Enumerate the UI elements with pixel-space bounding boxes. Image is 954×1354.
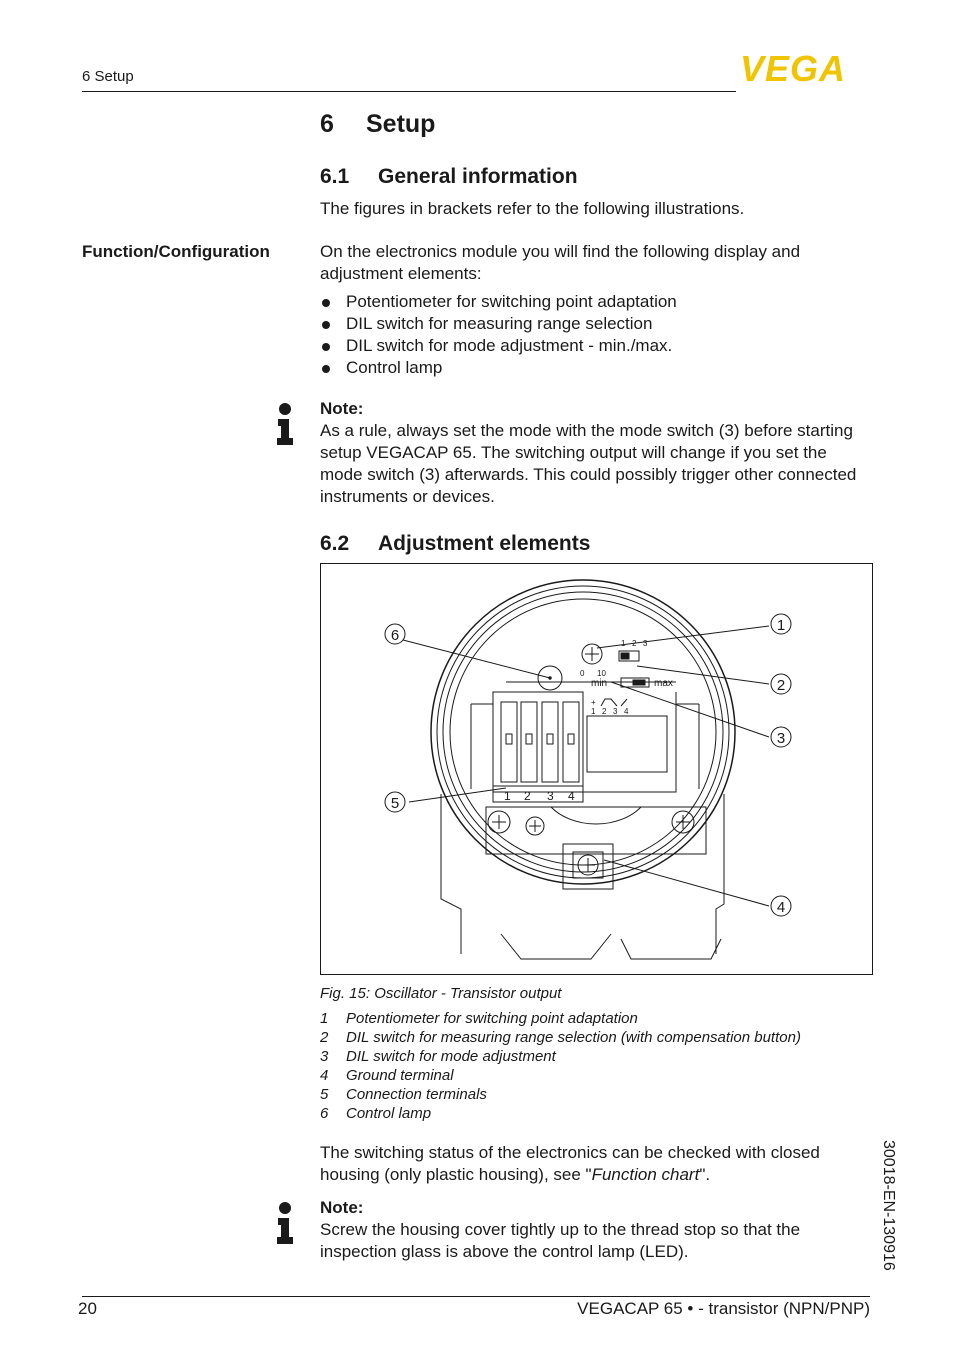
note-block-2 [320, 1197, 865, 1263]
function-paragraph: On the electronics module you will find the following display and adjustment elements: [320, 242, 801, 283]
header-rule [82, 91, 736, 92]
note-title: Note: [320, 399, 364, 418]
range-label-1: 1 [621, 639, 626, 648]
legend-item: 1 Potentiometer for switching point adaptation [320, 1010, 638, 1027]
electronics-module-illustration [321, 564, 871, 973]
side-label-function: Function/Configuration [82, 242, 270, 261]
section-heading-6-2: 6.2 Adjustment elements [320, 532, 591, 555]
legend-item: 3 DIL switch for mode adjustment [320, 1048, 556, 1065]
list-item: Control lamp [320, 357, 870, 379]
callout-1: 1 [776, 617, 786, 634]
mode-max-label: max [654, 678, 673, 689]
function-chart-reference: Function chart [591, 1165, 700, 1184]
terminal-label-1: 1 [504, 789, 511, 803]
elements-list [320, 291, 870, 379]
footer-rule [82, 1296, 870, 1297]
terminal-label-4: 4 [568, 789, 575, 803]
pot-scale-10: 10 [597, 669, 606, 678]
mode-min-label: min [591, 678, 608, 689]
legend-item: 4 Ground terminal [320, 1067, 454, 1084]
svg-text:VEGA: VEGA [740, 50, 847, 86]
list-item: DIL switch for mode adjustment - min./max. [320, 335, 870, 357]
callout-5: 5 [390, 795, 400, 812]
mini-label-1: 1 [591, 707, 596, 716]
status-paragraph: The switching status of the electronics can be checked with closed housing (only plastic housing), see "Function chart". [320, 1143, 820, 1184]
callout-6: 6 [390, 627, 400, 644]
mini-label-plus: + [591, 698, 596, 707]
range-label-2: 2 [632, 639, 637, 648]
mini-label-2: 2 [602, 707, 607, 716]
document-code: 30018-EN-130916 [880, 1140, 897, 1271]
note-title: Note: [320, 1198, 364, 1217]
section-heading-6-1: 6.1 General information [320, 165, 578, 188]
list-item: DIL switch for measuring range selection [320, 313, 870, 335]
callout-3: 3 [776, 730, 786, 747]
callout-4: 4 [776, 899, 786, 916]
list-item: Potentiometer for switching point adaptation [320, 291, 870, 313]
figure-frame [320, 563, 873, 975]
pot-scale-0: 0 [580, 669, 585, 678]
vega-logo [740, 50, 874, 86]
range-label-3: 3 [643, 639, 648, 648]
legend-item: 6 Control lamp [320, 1105, 432, 1122]
page-number: 20 [78, 1299, 97, 1318]
legend-item: 2 DIL switch for measuring range selection (with compensation button) [320, 1029, 801, 1046]
mini-label-3: 3 [613, 707, 618, 716]
intro-text: The figures in brackets refer to the following illustrations. [320, 199, 745, 218]
mini-label-4: 4 [624, 707, 629, 716]
note-text: Screw the housing cover tightly up to the thread stop so that the inspection glass is above the control lamp (LED). [320, 1220, 801, 1261]
note-block-1 [320, 398, 872, 508]
chapter-heading: 6 Setup [320, 110, 436, 138]
figure-caption: Fig. 15: Oscillator - Transistor output [320, 985, 562, 1002]
figure-legend [320, 1009, 875, 1123]
callout-2: 2 [776, 677, 786, 694]
info-icon [274, 402, 296, 446]
note-text: As a rule, always set the mode with the mode switch (3) before starting setup VEGACAP 65. The switching output will change if you set the mode switch (3) afterwards. This could possibly trigger other connected instruments or devices. [320, 421, 857, 506]
info-icon [274, 1201, 296, 1245]
footer-product-title: VEGACAP 65 • - transistor (NPN/PNP) [577, 1299, 870, 1318]
running-header: 6 Setup [82, 68, 134, 85]
terminal-label-3: 3 [547, 789, 554, 803]
terminal-label-2: 2 [524, 789, 531, 803]
legend-item: 5 Connection terminals [320, 1086, 487, 1103]
